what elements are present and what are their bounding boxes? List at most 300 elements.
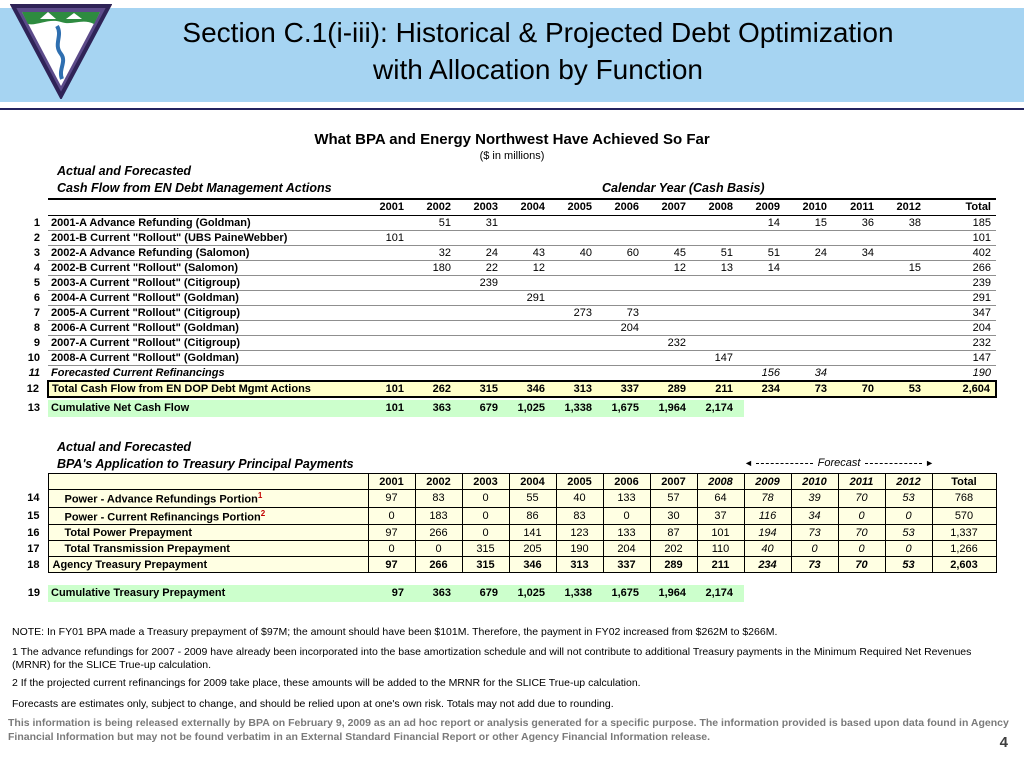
cell-2002: 0	[415, 541, 462, 557]
cell-2004: 55	[509, 490, 556, 508]
cell-2005	[556, 260, 603, 275]
cell-2003: 0	[462, 490, 509, 508]
cell-2002: 262	[415, 381, 462, 397]
cell-2003	[462, 290, 509, 305]
cell-2012	[885, 350, 932, 365]
units-label: ($ in millions)	[479, 150, 545, 162]
treasury-table-wrap	[22, 473, 1000, 573]
cell-2011	[838, 305, 885, 320]
cell-2008	[697, 365, 744, 381]
cell-2006: 73	[603, 305, 650, 320]
row-label: Forecasted Current Refinancings	[48, 365, 368, 381]
cell-2010	[791, 230, 838, 245]
cell-2011: 70	[838, 381, 885, 397]
cell-2009: 40	[744, 541, 791, 557]
cell-2007	[650, 305, 697, 320]
cell-2005: 313	[556, 381, 603, 397]
cell-2011	[838, 585, 885, 602]
cell-2009	[744, 290, 791, 305]
cell-2010: 73	[791, 557, 838, 573]
cell-2002: 83	[415, 490, 462, 508]
cell-2009: 14	[744, 260, 791, 275]
cell-2011: 70	[838, 525, 885, 541]
cell-2010	[791, 305, 838, 320]
cell-2008: 211	[697, 381, 744, 397]
cell-2004: 205	[509, 541, 556, 557]
cell-2002: 266	[415, 557, 462, 573]
content-heading: What BPA and Energy Northwest Have Achieved So Far	[314, 131, 710, 148]
table2-caption-1: Actual and Forecasted	[57, 440, 192, 454]
column-header: Total	[932, 474, 996, 490]
cell-2007	[650, 320, 697, 335]
row-number-header	[22, 199, 48, 215]
cumulative-row	[22, 400, 996, 417]
cell-2003: 679	[462, 400, 509, 417]
cell-2012	[885, 245, 932, 260]
cell-2008	[697, 335, 744, 350]
cell-2004	[509, 335, 556, 350]
cell-2005	[556, 365, 603, 381]
cell-2012: 53	[885, 525, 932, 541]
footnote-2: 2 If the projected current refinancings for 2009 take place, these amounts will be added to the MRNR for the SLICE True-up calculation.	[12, 677, 641, 689]
table-row	[22, 290, 996, 305]
cell-2002	[415, 350, 462, 365]
cell-total: 101	[932, 230, 996, 245]
cell-2011: 34	[838, 245, 885, 260]
cell-total: 402	[932, 245, 996, 260]
cell-2011	[838, 275, 885, 290]
cell-2006: 204	[603, 320, 650, 335]
row-label: 2004-A Current "Rollout" (Goldman)	[48, 290, 368, 305]
cell-2010: 73	[791, 525, 838, 541]
cell-2010: 0	[791, 541, 838, 557]
cell-2005: 40	[556, 490, 603, 508]
column-header: 2001	[368, 199, 415, 215]
row-number: 11	[22, 365, 48, 381]
cell-2006: 1,675	[603, 400, 650, 417]
cell-2001: 0	[368, 507, 415, 525]
cell-2008: 2,174	[697, 400, 744, 417]
note-fy01: NOTE: In FY01 BPA made a Treasury prepayment of $97M; the amount should have been $101M. Therefore, the payment in FY02 increased from $262M to $266M.	[12, 626, 778, 638]
cumulative-net-cashflow-row	[22, 400, 996, 417]
column-header: 2004	[509, 474, 556, 490]
cell-2003	[462, 350, 509, 365]
cell-2012	[885, 585, 932, 602]
cell-total: 2,603	[932, 557, 996, 573]
column-header: 2003	[462, 474, 509, 490]
cell-2008	[697, 215, 744, 230]
cell-2004: 346	[509, 381, 556, 397]
table1-caption-1: Actual and Forecasted	[57, 164, 192, 178]
cell-2002	[415, 230, 462, 245]
cell-2008: 101	[697, 525, 744, 541]
cell-2009: 51	[744, 245, 791, 260]
cell-2007: 57	[650, 490, 697, 508]
row-number: 3	[22, 245, 48, 260]
cell-2003: 0	[462, 507, 509, 525]
cell-2003: 31	[462, 215, 509, 230]
cell-2008	[697, 275, 744, 290]
forecast-dash-line	[865, 463, 922, 464]
cell-2011: 36	[838, 215, 885, 230]
cell-2011	[838, 400, 885, 417]
cell-2002: 183	[415, 507, 462, 525]
cell-2001	[368, 320, 415, 335]
cell-2004: 43	[509, 245, 556, 260]
table-row	[22, 557, 996, 573]
row-number: 9	[22, 335, 48, 350]
cell-total: 147	[932, 350, 996, 365]
cell-2009: 194	[744, 525, 791, 541]
cell-2009: 234	[744, 557, 791, 573]
cumulative-row	[22, 585, 996, 602]
cell-2008: 211	[697, 557, 744, 573]
cell-2007	[650, 350, 697, 365]
cell-2002: 51	[415, 215, 462, 230]
table-row	[22, 525, 996, 541]
cell-2011	[838, 320, 885, 335]
slide-title-line2: with Allocation by Function	[373, 54, 703, 85]
cell-2002: 266	[415, 525, 462, 541]
cell-2005	[556, 350, 603, 365]
row-label: 2003-A Current "Rollout" (Citigroup)	[48, 275, 368, 290]
forecast-disclaimer: Forecasts are estimates only, subject to change, and should be relied upon at one's own risk. Totals may not add due to rounding.	[12, 698, 614, 710]
column-header: 2007	[650, 199, 697, 215]
cell-2005	[556, 275, 603, 290]
row-number: 10	[22, 350, 48, 365]
cell-2007: 202	[650, 541, 697, 557]
cell-2011	[838, 290, 885, 305]
cell-2001	[368, 335, 415, 350]
table-row	[22, 541, 996, 557]
arrow-right-icon: ►	[925, 458, 935, 468]
row-label: Power - Advance Refundings Portion$^1$	[48, 490, 368, 508]
cell-2012: 38	[885, 215, 932, 230]
cell-2009	[744, 305, 791, 320]
cell-2005	[556, 215, 603, 230]
cell-2006: 133	[603, 490, 650, 508]
cell-2003: 239	[462, 275, 509, 290]
cell-2004: 1,025	[509, 585, 556, 602]
banner-divider-line	[0, 108, 1024, 110]
cell-2009	[744, 350, 791, 365]
treasury-table	[22, 473, 997, 573]
column-header: 2008	[697, 474, 744, 490]
cell-2009	[744, 400, 791, 417]
header-row	[22, 474, 996, 490]
cell-2003	[462, 335, 509, 350]
cell-2003	[462, 305, 509, 320]
cell-total: 190	[932, 365, 996, 381]
column-header: 2011	[838, 474, 885, 490]
cell-2012	[885, 320, 932, 335]
cumulative-treasury-row	[22, 585, 996, 602]
slide-title-line1: Section C.1(i-iii): Historical & Projected Debt Optimization	[182, 17, 894, 48]
cell-2006	[603, 260, 650, 275]
column-header: 2009	[744, 474, 791, 490]
cell-2009: 116	[744, 507, 791, 525]
cell-total: 1,266	[932, 541, 996, 557]
cell-2008	[697, 320, 744, 335]
cell-2007	[650, 275, 697, 290]
cell-2012: 53	[885, 490, 932, 508]
cell-2006: 133	[603, 525, 650, 541]
cell-2010	[791, 275, 838, 290]
cell-2007: 87	[650, 525, 697, 541]
table-row	[22, 215, 996, 230]
cell-2007: 30	[650, 507, 697, 525]
cell-2004	[509, 230, 556, 245]
cell-2005	[556, 290, 603, 305]
cell-2012	[885, 400, 932, 417]
row-number: 16	[22, 525, 48, 541]
row-number: 8	[22, 320, 48, 335]
cell-2004: 86	[509, 507, 556, 525]
cell-total: 239	[932, 275, 996, 290]
row-label: 2001-B Current "Rollout" (UBS PaineWebber)	[48, 230, 368, 245]
cell-2005	[556, 335, 603, 350]
cell-2008: 13	[697, 260, 744, 275]
cell-total: 347	[932, 305, 996, 320]
cell-2009	[744, 335, 791, 350]
cell-2001: 97	[368, 490, 415, 508]
row-label: 2008-A Current "Rollout" (Goldman)	[48, 350, 368, 365]
cell-total	[932, 585, 996, 602]
cell-2001: 97	[368, 525, 415, 541]
table2-caption-2: BPA's Application to Treasury Principal Payments	[57, 457, 354, 471]
cell-2011	[838, 365, 885, 381]
arrow-left-icon: ◄	[744, 458, 753, 468]
cell-2011	[838, 350, 885, 365]
column-header: 2009	[744, 199, 791, 215]
cashflow-table	[22, 198, 997, 398]
row-number: 13	[27, 402, 40, 414]
cashflow-table-wrap	[22, 198, 1000, 398]
cell-2003: 22	[462, 260, 509, 275]
cell-2008: 37	[697, 507, 744, 525]
cell-2004: 141	[509, 525, 556, 541]
cumulative-net-cashflow-wrap	[22, 400, 1000, 417]
column-header: 2005	[556, 199, 603, 215]
row-number: 7	[22, 305, 48, 320]
cell-2002	[415, 320, 462, 335]
column-header: 2010	[791, 474, 838, 490]
row-label: Cumulative Net Cash Flow	[48, 400, 368, 417]
cell-2011: 70	[838, 490, 885, 508]
cell-2002	[415, 365, 462, 381]
cell-2002: 32	[415, 245, 462, 260]
cell-2003	[462, 230, 509, 245]
row-number: 19	[27, 587, 40, 599]
column-header: 2004	[509, 199, 556, 215]
cell-total: 185	[932, 215, 996, 230]
column-header: 2006	[603, 474, 650, 490]
cell-2006	[603, 335, 650, 350]
cell-2008: 147	[697, 350, 744, 365]
cell-2010: 39	[791, 490, 838, 508]
label-header	[48, 474, 368, 490]
row-number: 18	[22, 557, 48, 573]
cell-total: 291	[932, 290, 996, 305]
cell-2002: 363	[415, 400, 462, 417]
cell-total: 1,337	[932, 525, 996, 541]
cell-2006: 60	[603, 245, 650, 260]
cell-2001	[368, 350, 415, 365]
column-header: 2008	[697, 199, 744, 215]
cell-2008	[697, 230, 744, 245]
table-row	[22, 320, 996, 335]
release-disclaimer: This information is being released externally by BPA on February 9, 2009 as an ad hoc report or analysis generated for a specific purpose. The information provided is based upon data found in Agency Financial Information but may not be found verbatim in an External Standard Financial Report or other Agency Financial Information release.	[8, 717, 1009, 743]
row-number: 6	[22, 290, 48, 305]
cell-2005: 1,338	[556, 400, 603, 417]
cell-2004	[509, 320, 556, 335]
cell-2011	[838, 230, 885, 245]
cell-2005: 123	[556, 525, 603, 541]
cell-2006: 1,675	[603, 585, 650, 602]
cell-2010	[791, 585, 838, 602]
column-header: 2001	[368, 474, 415, 490]
cell-2010	[791, 260, 838, 275]
cell-2007: 1,964	[650, 585, 697, 602]
cell-2001	[368, 290, 415, 305]
cell-2011: 0	[838, 507, 885, 525]
row-label: Cumulative Treasury Prepayment	[48, 585, 368, 602]
cell-2012	[885, 275, 932, 290]
cell-2009	[744, 275, 791, 290]
table-row	[22, 507, 996, 525]
cell-2003: 0	[462, 525, 509, 541]
cell-2005: 273	[556, 305, 603, 320]
cell-2009: 78	[744, 490, 791, 508]
forecast-range-indicator	[744, 457, 934, 469]
cell-2002	[415, 275, 462, 290]
column-header: 2007	[650, 474, 697, 490]
cell-2012	[885, 305, 932, 320]
table1-caption-2: Cash Flow from EN Debt Management Actions	[57, 181, 332, 195]
cell-total	[932, 400, 996, 417]
cell-2012: 53	[885, 381, 932, 397]
table-row	[22, 230, 996, 245]
cell-2003: 315	[462, 381, 509, 397]
cell-2007	[650, 230, 697, 245]
forecast-label: Forecast	[817, 457, 861, 469]
row-number: 4	[22, 260, 48, 275]
column-header: 2012	[885, 474, 932, 490]
cell-2009: 234	[744, 381, 791, 397]
cell-2006	[603, 350, 650, 365]
column-header: Total	[932, 199, 996, 215]
cell-2007: 289	[650, 381, 697, 397]
cell-2005: 313	[556, 557, 603, 573]
cell-2002	[415, 290, 462, 305]
cell-2001: 101	[368, 230, 415, 245]
column-header: 2003	[462, 199, 509, 215]
cell-2010	[791, 290, 838, 305]
cell-2011: 70	[838, 557, 885, 573]
cell-2005	[556, 320, 603, 335]
cell-2004: 12	[509, 260, 556, 275]
column-header: 2006	[603, 199, 650, 215]
cell-2002	[415, 305, 462, 320]
cell-total: 204	[932, 320, 996, 335]
cell-2007: 289	[650, 557, 697, 573]
cell-2009: 14	[744, 215, 791, 230]
cell-2004: 291	[509, 290, 556, 305]
cell-total: 232	[932, 335, 996, 350]
cell-2007: 12	[650, 260, 697, 275]
table-row	[22, 381, 996, 397]
table-row	[22, 490, 996, 508]
cell-2012	[885, 365, 932, 381]
cell-2004	[509, 215, 556, 230]
cell-2002: 180	[415, 260, 462, 275]
cell-2001	[368, 245, 415, 260]
cell-2007: 1,964	[650, 400, 697, 417]
cell-2010: 15	[791, 215, 838, 230]
cell-total: 570	[932, 507, 996, 525]
cell-2009	[744, 230, 791, 245]
row-label: 2002-A Advance Refunding (Salomon)	[48, 245, 368, 260]
cell-2012: 0	[885, 541, 932, 557]
cell-2010	[791, 350, 838, 365]
cell-total: 768	[932, 490, 996, 508]
cell-2007	[650, 365, 697, 381]
cell-2007	[650, 290, 697, 305]
cell-2008	[697, 305, 744, 320]
cell-2004	[509, 275, 556, 290]
cell-2002: 363	[415, 585, 462, 602]
row-label: 2001-A Advance Refunding (Goldman)	[48, 215, 368, 230]
footnote-ref: 2	[260, 508, 266, 518]
cell-2012: 53	[885, 557, 932, 573]
cell-2009	[744, 320, 791, 335]
column-header: 2002	[415, 474, 462, 490]
page-number: 4	[999, 734, 1008, 751]
cell-2004: 346	[509, 557, 556, 573]
row-label: 2007-A Current "Rollout" (Citigroup)	[48, 335, 368, 350]
cell-2001: 101	[368, 400, 415, 417]
cell-total: 2,604	[932, 381, 996, 397]
cell-2001: 97	[368, 585, 415, 602]
cell-2011: 0	[838, 541, 885, 557]
row-label: Agency Treasury Prepayment	[48, 557, 368, 573]
cell-2012: 15	[885, 260, 932, 275]
row-label: Total Power Prepayment	[48, 525, 368, 541]
cell-2007	[650, 215, 697, 230]
row-label: Total Transmission Prepayment	[48, 541, 368, 557]
table1-caption-right: Calendar Year (Cash Basis)	[602, 181, 765, 195]
cell-2008: 64	[697, 490, 744, 508]
row-label: 2005-A Current "Rollout" (Citigroup)	[48, 305, 368, 320]
table-row	[22, 350, 996, 365]
cell-2005: 83	[556, 507, 603, 525]
cell-2003	[462, 320, 509, 335]
cell-2012: 0	[885, 507, 932, 525]
cell-2006	[603, 290, 650, 305]
cell-2005: 1,338	[556, 585, 603, 602]
row-number: 15	[22, 507, 48, 525]
table-row	[22, 335, 996, 350]
cell-2003: 24	[462, 245, 509, 260]
cell-2010: 34	[791, 507, 838, 525]
row-number: 14	[22, 490, 48, 508]
column-header: 2010	[791, 199, 838, 215]
column-header: 2002	[415, 199, 462, 215]
row-number-header	[22, 474, 48, 490]
table-row	[22, 245, 996, 260]
cell-2010	[791, 320, 838, 335]
cell-2003: 315	[462, 557, 509, 573]
